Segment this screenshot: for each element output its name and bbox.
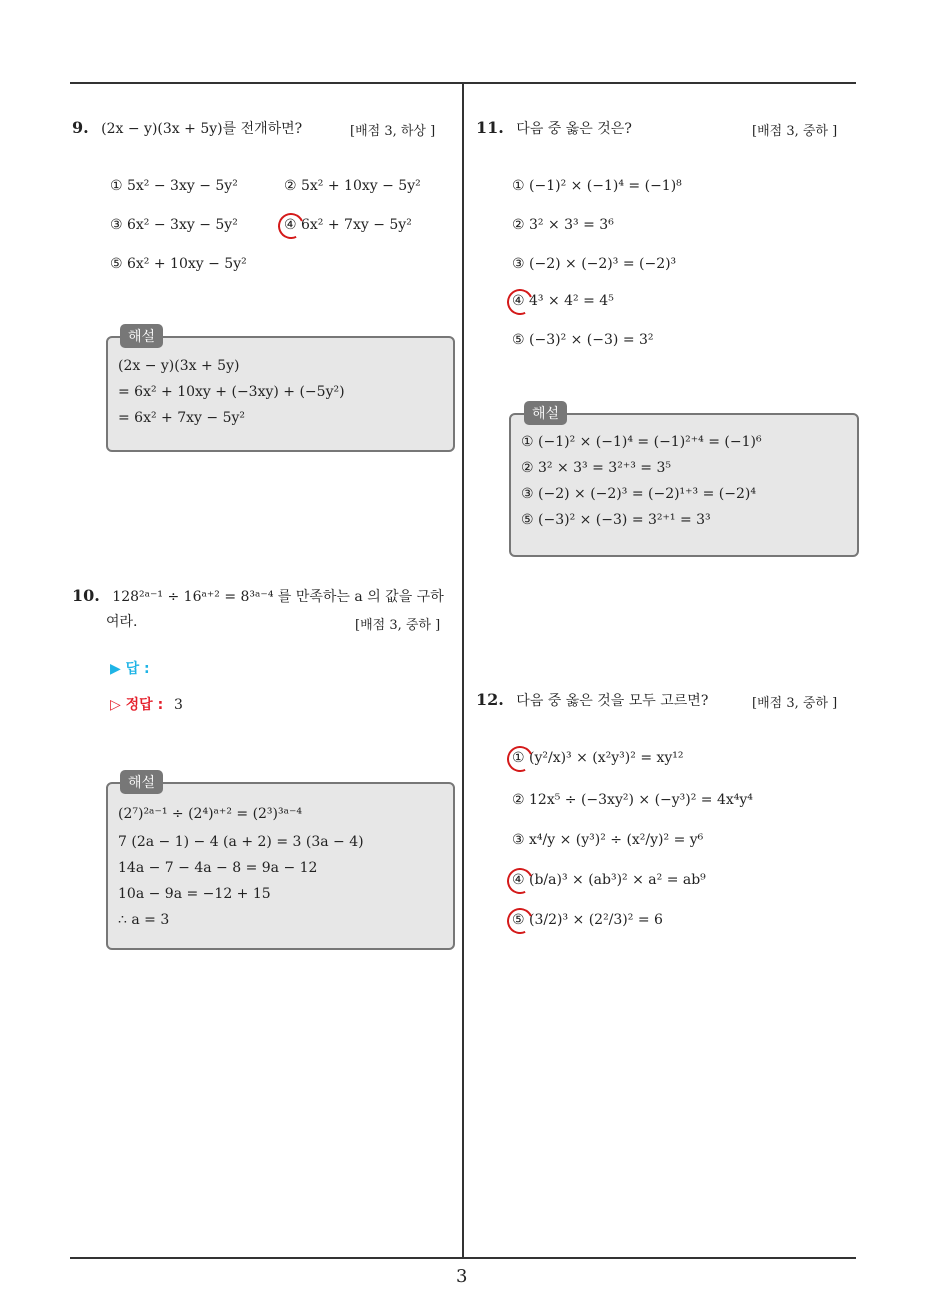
answer-circle-mark — [503, 864, 536, 897]
column-divider — [462, 82, 464, 1258]
solution-line: (2x − y)(3x + 5y) — [118, 358, 240, 374]
question-number: 11. — [476, 118, 504, 137]
answer-circle-mark — [503, 285, 536, 318]
answer-circle-mark — [274, 209, 307, 242]
question-text: (2x − y)(3x + 5y)를 전개하면? — [101, 121, 303, 137]
solution-tag: 해설 — [120, 770, 163, 794]
page-number: 3 — [456, 1266, 468, 1287]
option-4[interactable]: ④ (b/a)³ × (ab³)² × a² = ab⁹ — [512, 872, 706, 888]
question-text: 128²ᵃ⁻¹ ÷ 16ᵃ⁺² = 8³ᵃ⁻⁴ 를 만족하는 a 의 값을 구하 — [112, 589, 444, 605]
question-text: 다음 중 옳은 것을 모두 고르면? — [516, 693, 709, 709]
solution-line: ② 3² × 3³ = 3²⁺³ = 3⁵ — [521, 460, 671, 476]
solution-line: (2⁷)²ᵃ⁻¹ ÷ (2⁴)ᵃ⁺² = (2³)³ᵃ⁻⁴ — [118, 806, 303, 822]
solution-line: 7 (2a − 1) − 4 (a + 2) = 3 (3a − 4) — [118, 834, 364, 850]
solution-line: 14a − 7 − 4a − 8 = 9a − 12 — [118, 860, 318, 876]
option-2[interactable]: ② 5x² + 10xy − 5y² — [284, 178, 421, 194]
answer-label[interactable]: ▶ 답 : — [110, 661, 150, 677]
question-9 — [72, 118, 302, 139]
question-text: 다음 중 옳은 것은? — [516, 121, 632, 137]
solution-line: ① (−1)² × (−1)⁴ = (−1)²⁺⁴ = (−1)⁶ — [521, 434, 762, 450]
points-label: [배점 3, 중하 ] — [355, 618, 441, 633]
points-label: [배점 3, 하상 ] — [350, 124, 436, 139]
option-4[interactable]: ④ 4³ × 4² = 4⁵ — [512, 293, 614, 309]
bottom-rule — [70, 1257, 856, 1259]
question-10 — [72, 586, 458, 607]
solution-line: ⑤ (−3)² × (−3) = 3²⁺¹ = 3³ — [521, 512, 711, 528]
option-1[interactable]: ① (−1)² × (−1)⁴ = (−1)⁸ — [512, 178, 682, 194]
option-2[interactable]: ② 3² × 3³ = 3⁶ — [512, 217, 614, 233]
solution-line: ∴ a = 3 — [118, 912, 170, 928]
solution-tag: 해설 — [524, 401, 567, 425]
option-3[interactable]: ③ 6x² − 3xy − 5y² — [110, 217, 238, 233]
option-1[interactable]: ① 5x² − 3xy − 5y² — [110, 178, 238, 194]
correct-answer-label — [110, 694, 183, 714]
option-5[interactable]: ⑤ 6x² + 10xy − 5y² — [110, 256, 247, 272]
question-number: 12. — [476, 690, 504, 709]
solution-line: 10a − 9a = −12 + 15 — [118, 886, 271, 902]
solution-line: ③ (−2) × (−2)³ = (−2)¹⁺³ = (−2)⁴ — [521, 486, 756, 502]
option-3[interactable]: ③ x⁴/y × (y³)² ÷ (x²/y)² = y⁶ — [512, 832, 704, 848]
solution-tag: 해설 — [120, 324, 163, 348]
question-number: 10. — [72, 586, 100, 605]
question-text-cont: 여라. — [106, 614, 138, 630]
option-4[interactable]: ④ 6x² + 7xy − 5y² — [284, 217, 412, 233]
option-3[interactable]: ③ (−2) × (−2)³ = (−2)³ — [512, 256, 677, 272]
question-11 — [476, 118, 632, 139]
question-12 — [476, 690, 708, 711]
solution-line: = 6x² + 7xy − 5y² — [118, 410, 245, 426]
option-5[interactable]: ⑤ (3/2)³ × (2²/3)² = 6 — [512, 912, 663, 928]
question-number: 9. — [72, 118, 89, 137]
option-1[interactable]: ① (y²/x)³ × (x²y³)² = xy¹² — [512, 750, 684, 766]
option-2[interactable]: ② 12x⁵ ÷ (−3xy²) × (−y³)² = 4x⁴y⁴ — [512, 792, 753, 808]
answer-circle-mark — [503, 742, 536, 775]
points-label: [배점 3, 중하 ] — [752, 124, 838, 139]
correct-label: ▷ 정답 : — [110, 697, 164, 713]
solution-line: = 6x² + 10xy + (−3xy) + (−5y²) — [118, 384, 345, 400]
points-label: [배점 3, 중하 ] — [752, 696, 838, 711]
correct-value: 3 — [174, 697, 183, 713]
option-5[interactable]: ⑤ (−3)² × (−3) = 3² — [512, 332, 654, 348]
answer-circle-mark — [503, 904, 536, 937]
